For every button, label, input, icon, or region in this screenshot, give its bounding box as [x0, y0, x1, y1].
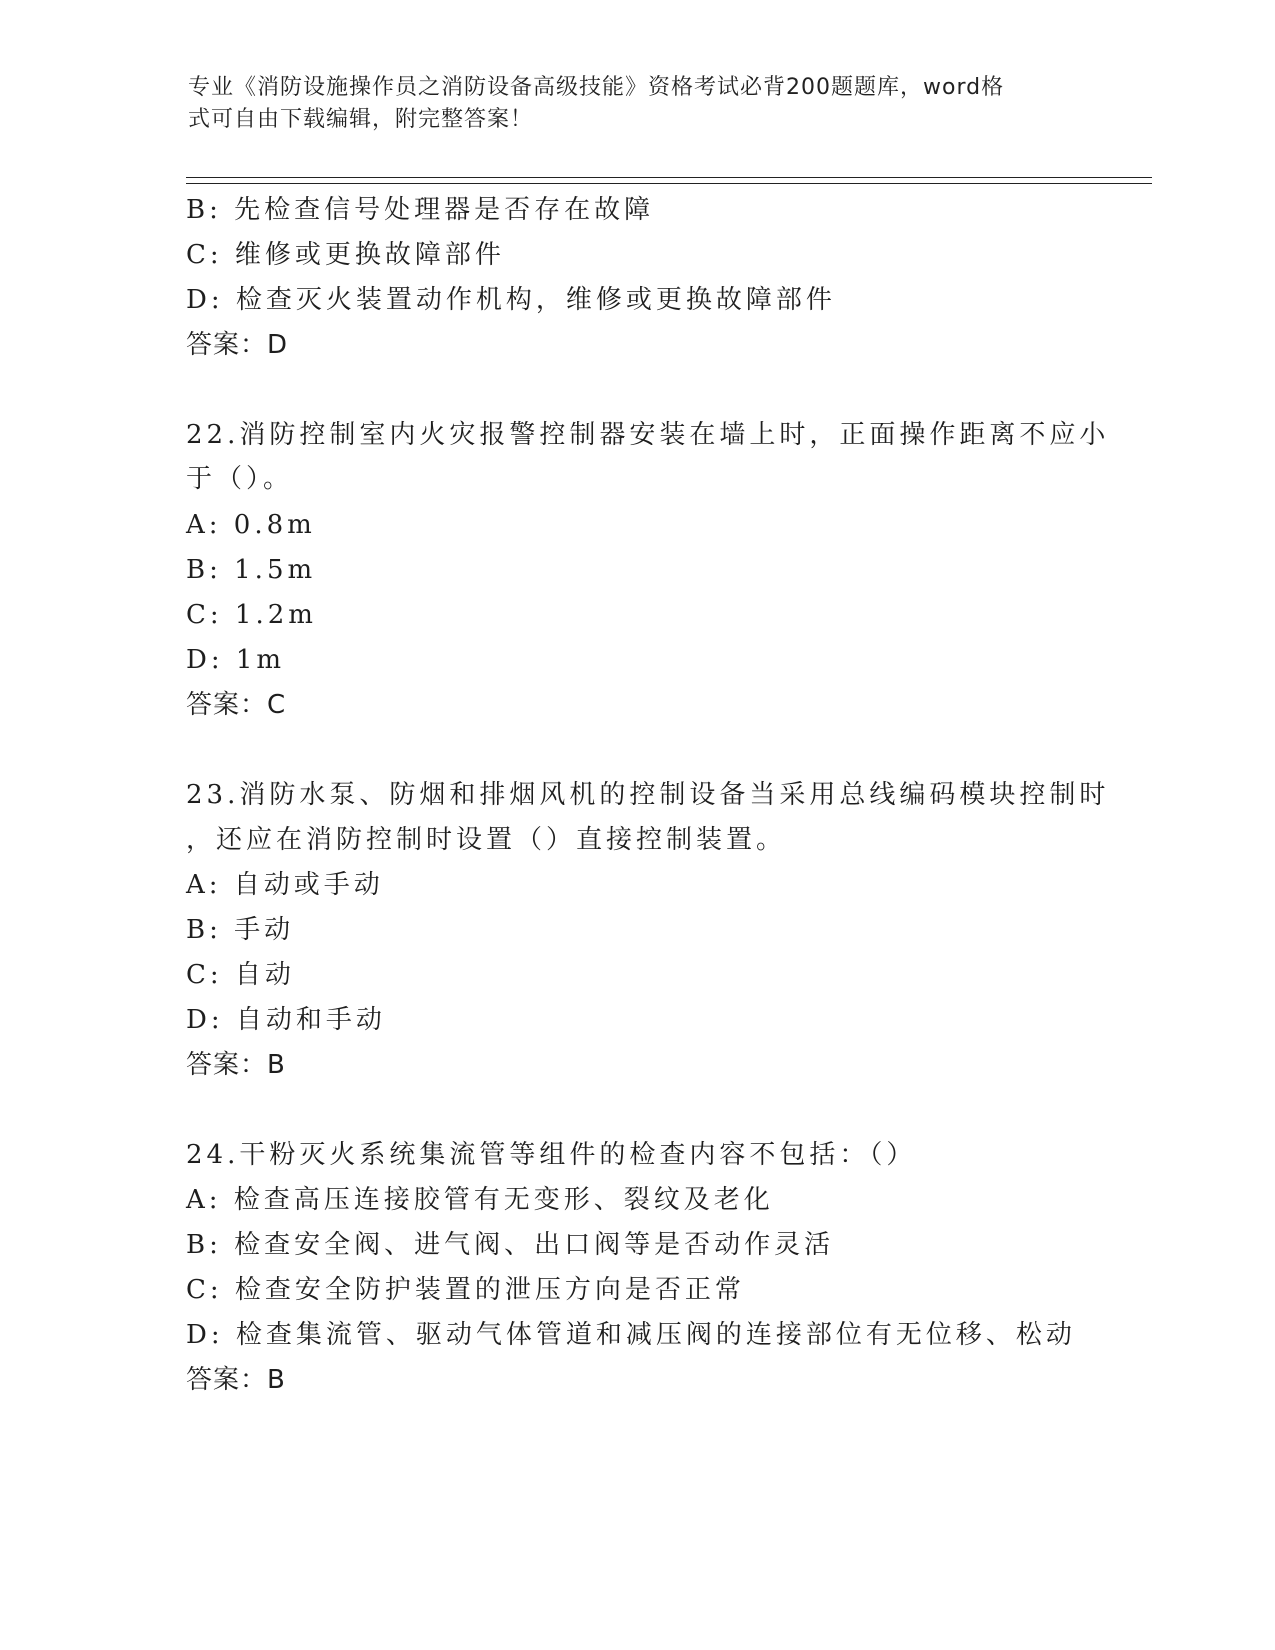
q22-stem-line-2: 于（）。 [186, 464, 294, 494]
header-line-1: 专业《消防设施操作员之消防设备高级技能》资格考试必背200题题库，word格 [188, 75, 1005, 100]
q24-option-d: D: 检查集流管、驱动气体管道和减压阀的连接部位有无位移、松动 [186, 1320, 1076, 1350]
prev-option-c: C: 维修或更换故障部件 [186, 240, 505, 270]
q22-option-c: C: 1.2m [186, 600, 317, 630]
q23-option-d: D: 自动和手动 [186, 1005, 386, 1035]
q24-answer: 答案：B [186, 1365, 286, 1395]
q23-answer: 答案：B [186, 1050, 286, 1080]
q22-answer: 答案：C [186, 690, 287, 720]
q23-option-c: C: 自动 [186, 960, 295, 990]
q24-option-c: C: 检查安全防护装置的泄压方向是否正常 [186, 1275, 745, 1305]
q22-option-a: A: 0.8m [186, 510, 316, 540]
prev-option-d: D: 检查灭火装置动作机构，维修或更换故障部件 [186, 285, 836, 315]
q22-option-d: D: 1m [186, 645, 286, 675]
prev-answer: 答案：D [186, 330, 289, 360]
q22-stem-line-1: 22.消防控制室内火灾报警控制器安装在墙上时，正面操作距离不应小 [186, 420, 1110, 450]
q23-stem-line-1: 23.消防水泵、防烟和排烟风机的控制设备当采用总线编码模块控制时 [186, 780, 1110, 810]
q24-stem: 24.干粉灭火系统集流管等组件的检查内容不包括：（） [186, 1140, 917, 1170]
prev-option-b: B: 先检查信号处理器是否存在故障 [186, 195, 655, 225]
q23-stem-line-2: ，还应在消防控制时设置（）直接控制装置。 [186, 825, 787, 855]
q22-option-b: B: 1.5m [186, 555, 317, 585]
q23-option-b: B: 手动 [186, 915, 295, 945]
q24-option-b: B: 检查安全阀、进气阀、出口阀等是否动作灵活 [186, 1230, 835, 1260]
q23-option-a: A: 自动或手动 [186, 870, 384, 900]
document-header [188, 72, 1068, 136]
header-rule-bottom [186, 183, 1152, 184]
header-rule-top [186, 177, 1152, 178]
q24-option-a: A: 检查高压连接胶管有无变形、裂纹及老化 [186, 1185, 774, 1215]
header-line-2: 式可自由下载编辑，附完整答案！ [188, 107, 534, 132]
